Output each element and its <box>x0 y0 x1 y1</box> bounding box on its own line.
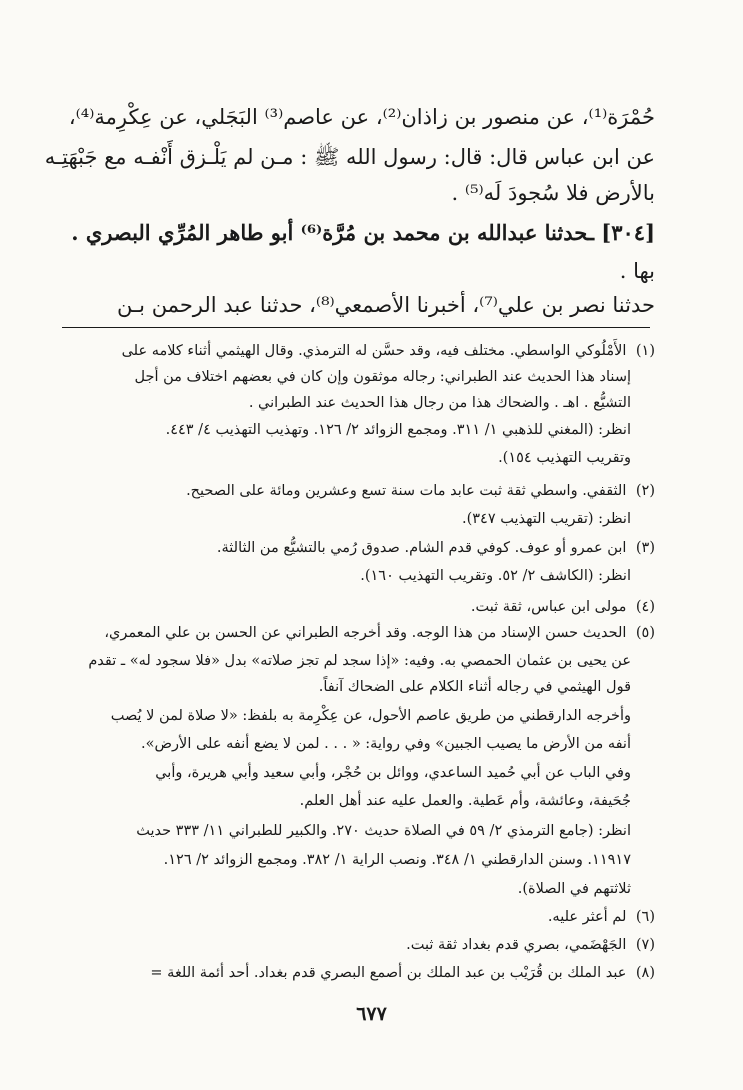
footnote-5-line-2: عن يحيى بن عثمان الحمصي به. وفيه: «إذا سجد لم تجز صلاته» بدل «فلا سجود له» ـ تقدم <box>88 653 631 669</box>
footnote-6-line-1: (٦) لم أعثر عليه. <box>45 906 655 928</box>
main-text-line-3: بالأرض فلا سُجودَ لَه⁽⁵⁾ . <box>451 181 655 205</box>
footnote-7-line-1: (٧) الجَهْضَمي، بصري قدم بغداد ثقة ثبت. <box>45 934 655 956</box>
footnote-divider <box>62 327 650 328</box>
footnote-5-line-5: أنفه من الأرض ما يصيب الجبين» وفي رواية: « . . . لمن لا يضع أنفه على الأرض». <box>141 736 631 752</box>
footnote-4-line-1: (٤) مولى ابن عباس، ثقة ثبت. <box>45 596 655 618</box>
footnote-1-line-5: وتقريب التهذيب ١٥٤). <box>498 450 631 466</box>
main-text-line-6: حدثنا نصر بن علي⁽⁷⁾، أخبرنا الأصمعي⁽⁸⁾، حدثنا عبد الرحمن بـن <box>117 293 655 317</box>
footnote-1-line-2: إسناد هذا الحديث عند الطبراني: رجاله موثقون وإن كان في بعضهم اختلاف من أجل <box>134 369 631 385</box>
footnote-8-number: (٨) <box>635 965 655 981</box>
footnote-3-number: (٣) <box>635 540 655 556</box>
footnote-2-number: (٢) <box>635 483 655 499</box>
footnote-5-line-4: وأخرجه الدارقطني من طريق عاصم الأحول، عن عِكْرِمة به بلفظ: «لا صلاة لمن لا يُصب <box>110 708 631 724</box>
footnote-1-number: (١) <box>635 343 655 359</box>
footnote-5-line-6: وفي الباب عن أبي حُميد الساعدي، ووائل بن حُجْر، وأبي سعيد وأبي هريرة، وأبي <box>155 765 631 781</box>
footnote-5-line-9: ١١٩١٧. وسنن الدارقطني ١/ ٣٤٨. ونصب الراية ١/ ٣٨٢. ومجمع الزوائد ٢/ ١٢٦. <box>163 852 631 868</box>
footnote-7-number: (٧) <box>635 937 655 953</box>
footnote-8-line-1: (٨) عبد الملك بن قُرَيْب بن عبد الملك بن أصمع البصري قدم بغداد. أحد أئمة اللغة = <box>45 962 655 984</box>
footnote-3-line-1: (٣) ابن عمرو أو عوف. كوفي قدم الشام. صدوق رُمي بالتشيُّع من الثالثة. <box>45 537 655 559</box>
footnote-2-line-2: انظر: (تقريب التهذيب ٣٤٧). <box>461 511 631 527</box>
footnote-5-line-10: ثلاثتهم في الصلاة). <box>517 881 631 897</box>
footnote-1-line-3: التشيُّع . اهـ . والضحاك هذا من رجال هذا الحديث عند الطبراني . <box>248 395 631 411</box>
footnote-5-number: (٥) <box>635 625 655 641</box>
footnote-4-number: (٤) <box>635 599 655 615</box>
main-text-line-2: عن ابن عباس قال: قال: رسول الله ﷺ : مـن لم يَلْـزق أَنْفـه مع جَبْهَتِـه <box>44 145 655 169</box>
hadith-304-heading: [٣٠٤] ـحدثنا عبدالله بن محمد بن مُرَّة⁽⁶⁾ أبو طاهر المُرِّي البصري . <box>71 220 655 245</box>
footnote-2-line-1: (٢) الثقفي. واسطي ثقة ثبت عابد مات سنة تسع وعشرين ومائة على الصحيح. <box>45 480 655 502</box>
footnote-5-line-1: (٥) الحديث حسن الإسناد من هذا الوجه. وقد أخرجه الطبراني عن الحسن بن علي المعمري، <box>45 622 655 644</box>
footnote-1-line-4: انظر: (المغني للذهبي ١/ ٣١١. ومجمع الزوائد ٢/ ١٢٦. وتهذيب التهذيب ٤/ ٤٤٣. <box>165 422 631 438</box>
footnote-5-line-3: قول الهيثمي في رجاله أثناء الكلام على الضحاك آنفاً. <box>318 679 631 695</box>
footnote-1-line-1: (١) الأَمْلُوكي الواسطي. مختلف فيه، وقد حسَّن له الترمذي. وقال الهيثمي أثناء كلامه على <box>45 340 655 362</box>
footnote-5-line-7: جُحَيفة، وعائشة، وأم عَطية. والعمل عليه عند أهل العلم. <box>299 793 631 809</box>
footnote-5-line-8: انظر: (جامع الترمذي ٢/ ٥٩ في الصلاة حديث ٢٧٠. والكبير للطبراني ١١/ ٣٣٣ حديث <box>136 823 631 839</box>
footnote-3-line-2: انظر: (الكاشف ٢/ ٥٢. وتقريب التهذيب ١٦٠). <box>360 568 631 584</box>
page-number: ٦٧٧ <box>356 1003 387 1025</box>
main-text-line-1: حُمْرَة⁽¹⁾، عن منصور بن زاذان⁽²⁾، عن عاصم⁽³⁾ البَجَلي، عن عِكْرِمة⁽⁴⁾، <box>68 105 655 129</box>
main-text-line-5: بها . <box>619 259 655 283</box>
footnote-6-number: (٦) <box>635 909 655 925</box>
